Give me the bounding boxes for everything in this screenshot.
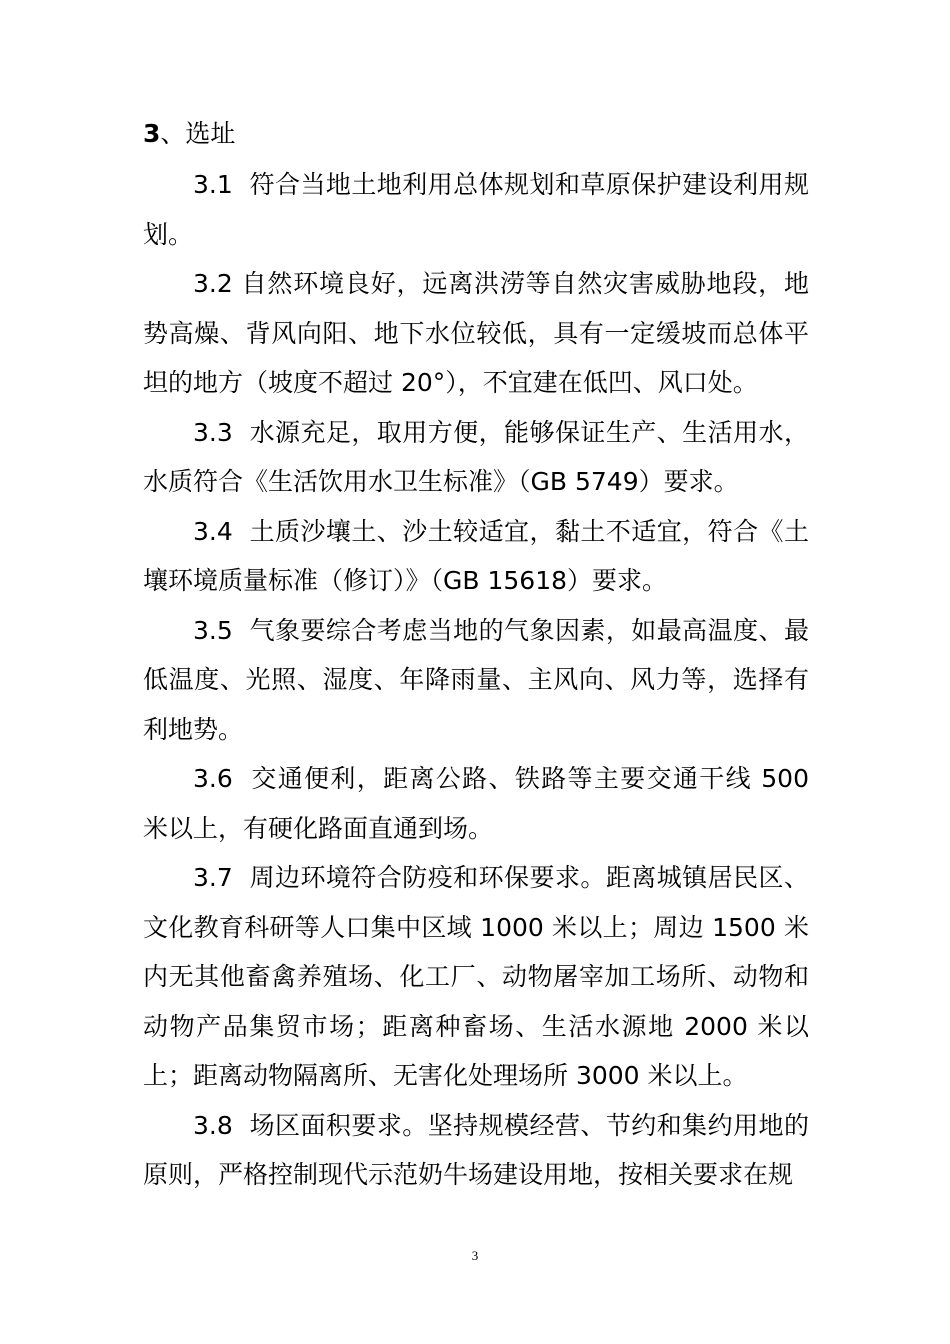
section-heading [143,108,809,160]
paragraph-number: 3.6 [193,764,233,793]
paragraph-number: 3.5 [193,615,233,645]
paragraph-number: 3.8 [193,1110,233,1140]
paragraph-3-6 [143,754,809,853]
paragraph-number: 3.4 [193,516,233,546]
paragraph-number: 3.2 [193,269,233,298]
section-title: 、选址 [160,119,236,148]
paragraph-text: 水源充足，取用方便，能够保证生产、生活用水，水质符合《生活饮用水卫生标准》（GB 5749）要求。 [143,417,809,496]
paragraph-3-3 [143,408,809,507]
paragraph-text: 周边环境符合防疫和环保要求。距离城镇居民区、文化教育科研等人口集中区域 1000 米以上；周边 1500 米内无其他畜禽养殖场、化工厂、动物屠宰加工场所、动物和动物产品集贸市场；距离种畜场、生活水源地 2000 米以上；距离动物隔离所、无害化处理场所 3000 米以上。 [143,863,809,1090]
section-number: 3 [143,119,161,148]
paragraph-text: 自然环境良好，远离洪涝等自然灾害威胁地段，地势高燥、背风向阳、地下水位较低，具有一定缓坡而总体平坦的地方（坡度不超过 20°），不宜建在低凹、风口处。 [143,269,809,397]
paragraph-3-7 [143,853,809,1101]
paragraph-3-2 [143,259,809,408]
paragraph-3-8 [143,1101,809,1200]
paragraph-3-5 [143,606,809,755]
paragraph-3-4 [143,507,809,606]
paragraph-text: 气象要综合考虑当地的气象因素，如最高温度、最低温度、光照、湿度、年降雨量、主风向、风力等，选择有利地势。 [143,615,809,744]
paragraph-number: 3.1 [193,170,233,199]
paragraph-text: 场区面积要求。坚持规模经营、节约和集约用地的原则，严格控制现代示范奶牛场建设用地，按相关要求在规 [143,1110,809,1189]
page-content [143,108,809,1200]
paragraph-text: 符合当地土地利用总体规划和草原保护建设利用规划。 [143,170,809,249]
paragraph-number: 3.7 [193,863,233,892]
paragraph-3-1 [143,160,809,259]
page-number: 3 [471,1248,479,1263]
paragraph-text: 交通便利，距离公路、铁路等主要交通干线 500 米以上，有硬化路面直通到场。 [143,764,809,843]
paragraph-text: 土质沙壤土、沙土较适宜，黏土不适宜，符合《土壤环境质量标准（修订）》（GB 15618）要求。 [143,516,809,595]
paragraph-number: 3.3 [193,417,233,447]
